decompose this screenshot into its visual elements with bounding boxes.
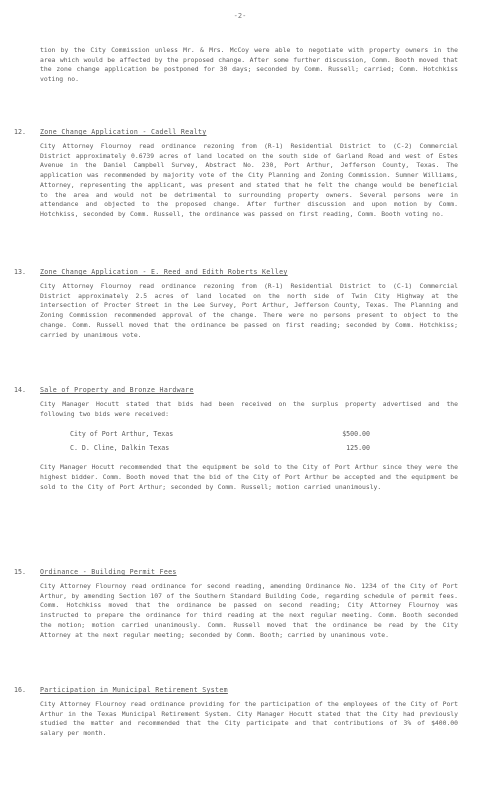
item-heading [14,386,458,400]
item-body: City Attorney Flournoy read ordinance providing for the participation of the employees of the City of Port Arthur in the Texas Municipal Retirement System. City Manager Hocutt stated that the City had previously studied the matter and recommended that the City participate and that contributions of 3% of $400.00 salary per month. [40,700,458,738]
page-number: -2- [233,12,247,20]
item-13 [14,268,458,340]
item-title: Zone Change Application - E. Reed and Edith Roberts Kelley [40,268,288,276]
item-heading [14,568,458,582]
item-title: Ordinance - Building Permit Fees [40,568,177,576]
item-14 [14,386,458,493]
item-heading [14,128,458,142]
item-number: 13. [14,268,26,276]
item-number: 15. [14,568,26,576]
item-number: 12. [14,128,26,136]
bid-row [70,441,370,455]
item-title: Sale of Property and Bronze Hardware [40,386,194,394]
bid-amount: $500.00 [342,430,370,439]
item-title: Zone Change Application - Cadell Realty [40,128,207,136]
item-body: City Attorney Flournoy read ordinance rezoning from (R-1) Residential District to (C-2) Commercial District approximately 0.6739 acres of land located on the south side of Garland Road and west of Estes Avenue in the Daniel Campbell Survey, Abstract No. 230, Port Arthur, Jefferson County, Texas. The application was recommended by majority vote of the City Planning and Zoning Commission. Sumner Williams, Attorney, representing the applicant, was present and stated that he felt the change would be beneficial to the area and would not be detrimental to surrounding property owners. Several persons were in attendance and objected to the proposed change. After further discussion and upon motion by Comm. Hotchkiss, seconded by Comm. Russell, the ordinance was passed on first reading, Comm. Booth voting no. [40,142,458,218]
item-15 [14,568,458,640]
bid-list [70,427,458,455]
item-body: City Attorney Flournoy read ordinance for second reading, amending Ordinance No. 1234 of the City of Port Arthur, by amending Section 107 of the Southern Standard Building Code, regarding schedule of permit fees. Comm. Hotchkiss moved that the ordinance be passed on second reading; City Attorney Flournoy was instructed to prepare the ordinance for third reading at the next regular meeting. Comm. Booth seconded the motion; motion carried unanimously. Comm. Russell moved that the ordinance be read by the City Attorney at the next regular meeting; seconded by Comm. Booth; carried by unanimous vote. [40,582,458,639]
bid-row [70,427,370,441]
item-heading [14,268,458,282]
item-number: 14. [14,386,26,394]
item-title: Participation in Municipal Retirement System [40,686,228,694]
item-number: 16. [14,686,26,694]
item-16 [14,686,458,739]
bidder-name: C. D. Cline, Dalkin Texas [70,444,170,453]
item-12 [14,128,458,220]
intro-paragraph: tion by the City Commission unless Mr. & Mrs. McCoy were able to negotiate with property owners in the area which would be affected by the proposed change. After some further discussion, Comm. Booth moved that the zone change application be postponed for 30 days; seconded by Comm. Russell; carried; Comm. Hotchkiss voting no. [40,46,458,84]
item-heading [14,686,458,700]
item-body: City Manager Hocutt stated that bids had been received on the surplus property advertised and the following two bids were received: [40,400,458,418]
item-body-continued: City Manager Hocutt recommended that the equipment be sold to the City of Port Arthur since they were the highest bidder. Comm. Booth moved that the bid of the City of Port Arthur be accepted and the equipment be sold to the City of Port Arthur; seconded by Comm. Russell; motion carried unanimously. [40,463,458,491]
intro-section [40,46,458,85]
bid-amount: 125.00 [346,444,370,453]
item-body: City Attorney Flournoy read ordinance rezoning from (R-1) Residential District to (C-1) Commercial District approximately 2.5 acres of land located on the north side of Twin City Highway at the intersection of Procter Street in the Lee Survey, Port Arthur, Jefferson County, Texas. The Planning and Zoning Commission recommended approval of the change. There were no persons present to object to the change. Comm. Russell moved that the ordinance be passed on first reading; seconded by Comm. Hotchkiss; carried by unanimous vote. [40,282,458,339]
bidder-name: City of Port Arthur, Texas [70,430,174,439]
